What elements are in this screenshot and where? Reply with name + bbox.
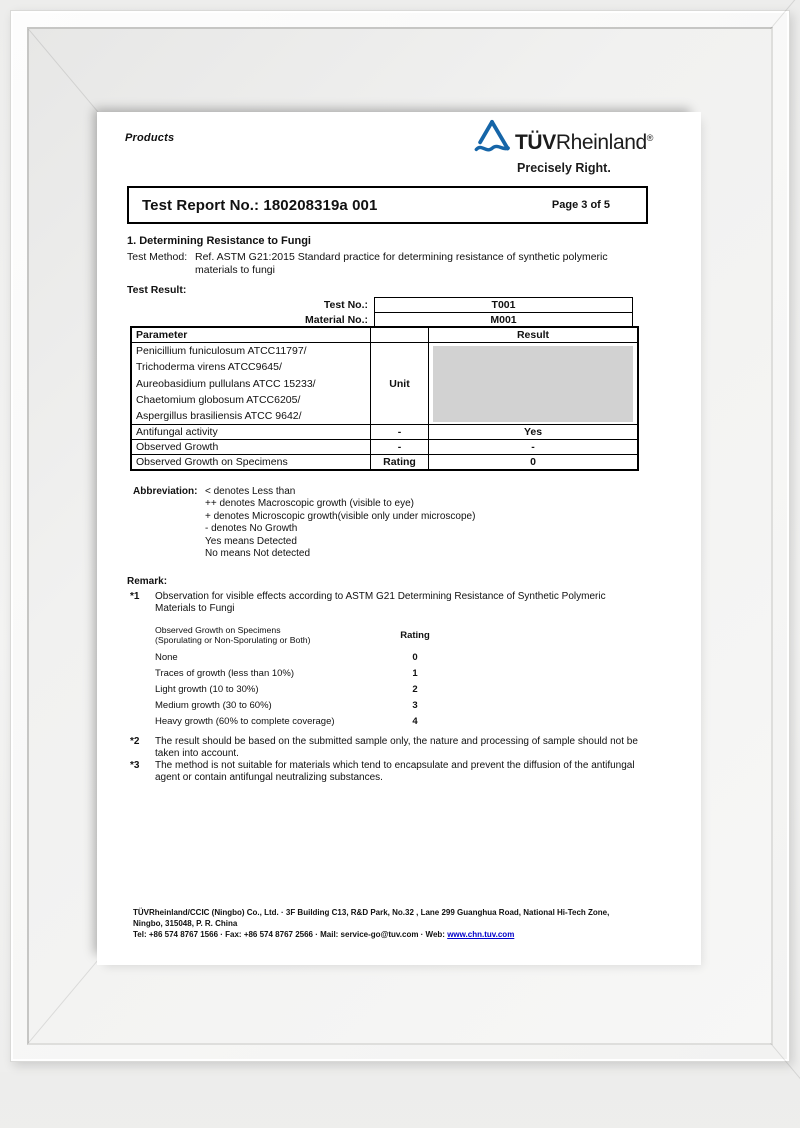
test-no-value: T001 [375,298,633,313]
abbreviation-item: ++ denotes Macroscopic growth (visible to eye) [205,498,475,510]
footer-address-line1: TÜVRheinland/CCIC (Ningbo) Co., Ltd. · 3F Building C13, R&D Park, No.32 , Lane 299 Guanghua Road, National Hi-Tech Zone, [133,907,673,918]
abbreviation-item: - denotes No Growth [205,523,475,535]
rating-scale-table [155,623,455,729]
abbreviation-item: No means Not detected [205,548,475,560]
footer-address-line2: Ningbo, 315048, P. R. China [133,918,673,929]
abbreviation-item: Yes means Detected [205,536,475,548]
remark-label: Remark: [127,576,167,587]
test-no-label: Test No.: [130,298,375,313]
test-method-text: Ref. ASTM G21:2015 Standard practice for determining resistance of synthetic polymeric materials to fungi [195,251,619,276]
table-row [130,298,633,313]
table-header-row [131,327,638,343]
tuv-rheinland-logo [473,118,685,175]
abbreviation-item: + denotes Microscopic growth(visible only under microscope) [205,511,475,523]
material-no-label: Material No.: [130,313,375,328]
material-no-value: M001 [375,313,633,328]
footer-contact-line: Tel: +86 574 8767 1566 · Fax: +86 574 8767 2566 · Mail: service-go@tuv.com · Web: www.chn.tuv.com [133,929,673,940]
rating-row: None 0 [155,649,455,665]
test-result-label: Test Result: [127,284,186,296]
remark-item-2: *2 The result should be based on the submitted sample only, the nature and processing of sample should not be taken into account. [130,736,640,761]
redacted-result-cell [429,343,639,425]
table-row: Observed Growth - - [131,440,638,455]
tuv-logo-triangle-icon [473,118,511,160]
products-label: Products [125,132,174,144]
result-header: Result [429,327,639,343]
mat-bevel-bottom-right [770,1043,800,1128]
footer [133,907,673,940]
abbreviation-label: Abbreviation: [133,486,197,497]
rating-row: Light growth (10 to 30%) 2 [155,681,455,697]
mat-bevel-top-left [28,29,99,114]
logo-wordmark: TÜVRheinland® [515,118,653,163]
unit-header-empty [371,327,429,343]
redaction-box [433,346,633,422]
parameter-header: Parameter [131,327,371,343]
test-id-table [130,297,633,328]
test-method-label: Test Method: [127,251,187,263]
report-number: Test Report No.: 180208319a 001 [142,197,377,214]
section-heading: 1. Determining Resistance to Fungi [127,235,311,247]
unit-cell: Unit [371,343,429,425]
rating-row: Traces of growth (less than 10%) 1 [155,665,455,681]
table-row: Antifungal activity - Yes [131,425,638,440]
rating-column-header: Rating [390,630,440,641]
abbreviation-item: < denotes Less than [205,486,475,498]
remark-item-3: *3 The method is not suitable for materials which tend to encapsulate and prevent the diffusion of the antifungal agent or contain antifungal neutralizing substances. [130,760,640,785]
mat-bevel-bottom-left [28,958,99,1043]
registered-mark: ® [647,133,653,143]
remark-item-1: *1 Observation for visible effects according to ASTM G21 Determining Resistance of Synthetic Polymeric Materials to Fungi [130,591,640,616]
rating-row: Heavy growth (60% to complete coverage) 4 [155,713,455,729]
result-table [130,326,639,471]
rating-row: Medium growth (30 to 60%) 3 [155,697,455,713]
report-title-bar [127,186,648,224]
page-indicator: Page 3 of 5 [552,199,610,211]
abbreviation-list [205,486,475,560]
mat-bevel-top-right [770,0,800,29]
logo-tagline: Precisely Right. [517,161,685,175]
table-row: Observed Growth on Specimens Rating 0 [131,455,638,471]
website-link[interactable]: www.chn.tuv.com [447,930,514,939]
fungi-row [131,343,638,425]
document-page [97,112,701,965]
fungi-parameter-cell: Penicillium funiculosum ATCC11797/ Trichoderma virens ATCC9645/ Aureobasidium pullulans ATCC 15233/ Chaetomium globosum ATCC6205/ Aspergillus brasiliensis ATCC 9642/ [131,343,371,425]
rating-table-header: Observed Growth on Specimens (Sporulating or Non-Sporulating or Both) Rating [155,623,455,647]
